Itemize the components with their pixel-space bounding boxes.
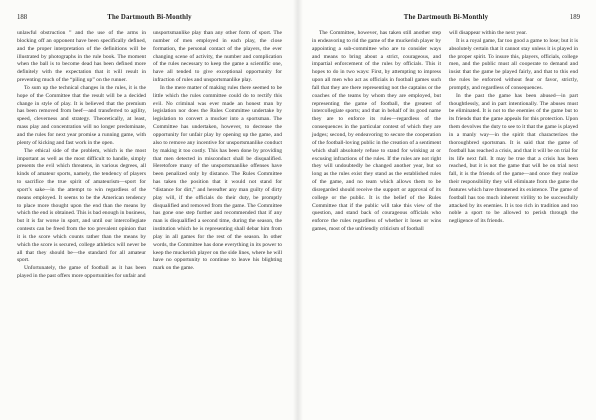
paragraph: unlawful obstruction ” and the use of the arms in blocking off an opponent have been specifically defined, and the proper interpretation of the definitions will be illustrated by photographs in the rule book. The moment when the ball is to become dead has been defined more definitely with the expectation that it will result in preventing much of the “piling up” on the runner. — [17, 30, 146, 84]
paragraph: In the mere matter of making rules there seemed to be little which the rules committee could do to rectify this evil. No criminal was ever made an honest man by legislation nor does the Rules Committee undertake by legislation to convert a mucker into a sportsman. The Committee has undertaken, however, to decrease the opportunity for unfair play by opening up the game, and also to remove any incentive for unsportsmanlike conduct by making it too costly. This has been done by providing that men detected in misconduct shall be disqualified. Heretofore many of the unsportsmanlike offenses have been penalized only by distance. The Rules Committee has taken the position that it would not stand for “distance for dirt,” and hereafter any man guilty of dirty play will, if the officials do their duty, be promptly disqualified and removed from the game. The Committee has gone one step further and recommended that if any man is disqualified a second time, during the season, the institution which he is representing shall debar him from play in all games for the rest of the season. In other words, the Committee has done everything in its power to keep the muckerish player on the side lines, where he will have no opportunity to continue to leave his blighting mark on the game. — [153, 84, 282, 272]
page-number: 189 — [569, 14, 580, 21]
left-running-header — [17, 13, 282, 23]
page-number: 188 — [17, 14, 28, 21]
paragraph: The Committee, however, has taken still another step in endeavoring to rid the game of the muckerish player by appointing a sub-committee who are to consider ways and means to bring about a strict, courageous, and impartial enforcement of the rules by officials. This it hopes to do in two ways: First, by attempting to impress upon all men who act as officials in football games such fall that they are there representing not the captains or the coaches of the teams by whom they are employed, but representing the game of football, the greatest of intercollegiate sports; and that in behalf of its good name they are to enforce its rules—regardless of the consequences in the particular contest of which they are judges; second, by endeavoring to secure the cooperation of the football-loving public in the creation of a sentiment which shall absolutely refuse to stand for winking at or excusing infractions of the rules. If the rules are not right they will undoubtedly be changed another year, but so long as the rules exist they stand as the established rules of the game, and no team which allows them to be disregarded should receive the support or approval of its college or the public. It is the belief of the Rules Committee that if the public will take this view of the question, and stand back of courageous officials who enforce the rules regardless of whether it loses or wins games, most of the unfriendly criticism of football — [312, 30, 441, 233]
right-page — [298, 0, 596, 420]
right-column-1 — [312, 30, 441, 234]
right-column-2 — [449, 30, 578, 226]
paragraph: In the past the game has been abused—in part thoughtlessly, and in part intentionally. The abuses must be eliminated. It is not to the enemies of the game but to its friends that the game appeals for this protection. Upon them devolves the duty to see to it that the game is played in a manly way—in the spirit that characterizes the thoroughbred sportsman. It is said that the game of football has reached a crisis, and that it will be on trial for its life next fall. It may be true that a crisis has been reached, but it is not the game that will be on trial next fall, it is the friends of the game—and once they realize their responsibility they will eliminate from the game the features which have threatened its existence. The game of football has too much inherent virility to be successfully attacked by its enemies. It is too rich in tradition and too noble a sport to be allowed to perish through the negligence of its friends. — [449, 92, 578, 225]
right-running-header — [312, 13, 580, 23]
running-title: The Dartmouth Bi-Monthly — [403, 14, 489, 21]
left-column-1 — [17, 30, 146, 281]
paragraph: unsportsmanlike play than any other form of sport. The number of men employed in each play, the close formation, the personal contact of the players, the ever changing scene of activity, the number and complication of the rules necessary to keep the game a scientific one, have all tended to give exceptional opportunity for infraction of rules and unsportsmanlike play. — [153, 30, 282, 84]
running-title: The Dartmouth Bi-Monthly — [107, 14, 192, 21]
paragraph: It is a royal game, far too good a game to lose; but it is absolutely certain that it cannot stay unless it is played in the proper spirit. To insure this, players, officials, college men, and the public must all cooperate to demand and insist that the game be played fairly, and that to this end the rules be enforced without fear or favor, strictly, promptly, and regardless of consequences. — [449, 37, 578, 91]
paragraph: The ethical side of the problem, which is the most important as well as the most difficult to handle, simply presents the evil which threatens, in various degrees, all kinds of amateur sports, namely, the tendency of players to sacrifice the true spirit of amateurism—sport for sport’s sake—in the attempt to win regardless of the means employed. It seems to be the American tendency to place more thought upon the end than the means by which the end is obtained. This is bad enough in business, but it is far worse in sport, and until our intercollegiate contests can be freed from the too prevalent opinion that it is the score which counts rather than the means by which the score is secured, college athletics will never be all that they should be—the standard for all amateur sport. — [17, 147, 146, 264]
left-column-2 — [153, 30, 282, 273]
paragraph: Unfortunately, the game of football as it has been played in the past offers more opportunities for unfair and — [17, 265, 146, 280]
book-gutter — [293, 0, 303, 420]
paragraph: will disappear within the next year. — [449, 30, 527, 36]
paragraph: To sum up the technical changes in the rules, it is the hope of the Committee that the result will be a decided change in style of play. It is believed that the premium has been removed from beef—and transferred to agility, speed, cleverness and strategy. Theoretically, at least, mass play and concentration will no longer predominate, and the rules for next year promise a running game, with plenty of kicking and fast work in the open. — [17, 84, 146, 146]
